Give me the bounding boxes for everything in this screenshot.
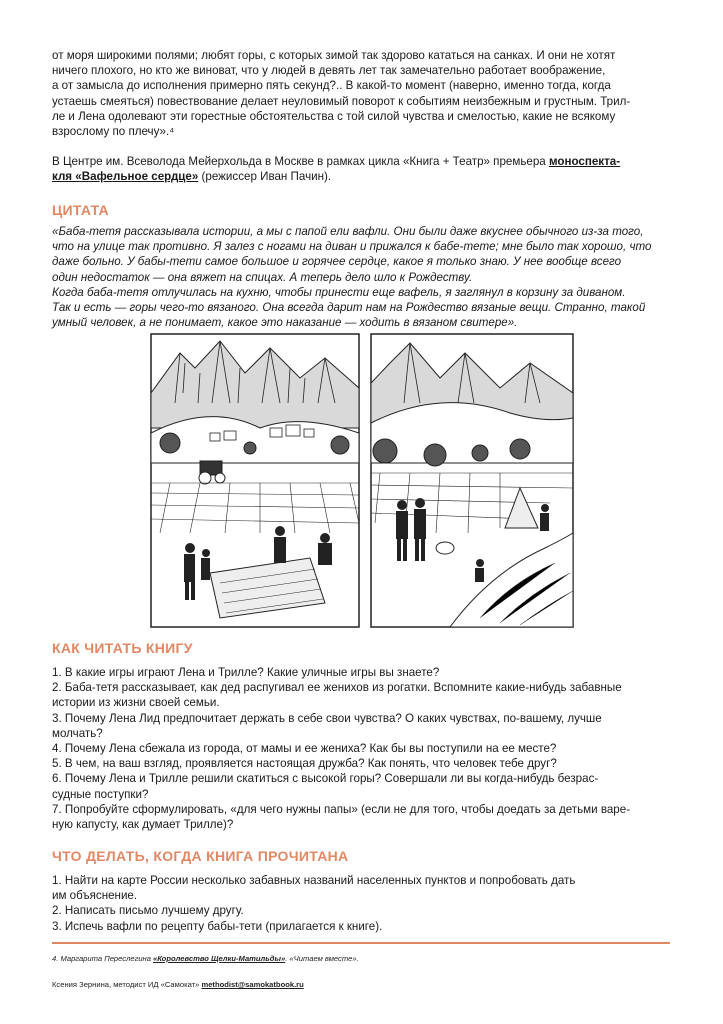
quote-line: «Баба-тетя рассказывала истории, а мы с папой ели вафли. Они были даже вкуснее обычного из-за того,	[52, 225, 644, 238]
performance-link[interactable]: моноспекта-	[548, 155, 621, 168]
list-item: истории из жизни своей семьи.	[52, 696, 220, 710]
after-reading-section	[52, 848, 678, 934]
list-item: ную капусту, как думает Трилле)?	[52, 818, 234, 832]
quote-line: умный человек, а не понимает, какое это наказание — ходить в вязаном свитере».	[52, 316, 518, 330]
list-item: 2. Написать письмо лучшему другу.	[52, 904, 244, 918]
list-item: молчать?	[52, 726, 103, 740]
quote-line: даже больно. У бабы-тети самое большое и горячее сердце, какое я только знаю. У нее вообще всего	[52, 255, 622, 269]
list-item: 1. В какие игры играют Лена и Трилле? Какие уличные игры вы знаете?	[52, 666, 440, 679]
quote-line: Так и есть — горы чего-то вязаного. Она всегда дарит нам на Рождество вязаные вещи. Странно, такой	[52, 301, 646, 315]
theatre-suffix: (режиссер Иван Пачин).	[198, 170, 332, 184]
list-item: 3. Почему Лена Лид предпочитает держать в себе свои чувства? О каких чувствах, по-вашему, лучше	[52, 711, 602, 725]
list-item: 6. Почему Лена и Трилле решили скатиться с высокой горы? Совершали ли вы когда-нибудь безрас-	[52, 772, 599, 786]
footnote-divider	[52, 942, 670, 944]
list-item: 5. В чем, на ваш взгляд, проявляется настоящая дружба? Как понять, что человек тебе друг?	[52, 757, 557, 771]
illustration-left	[150, 333, 360, 628]
intro-line: взрослому по плечу».⁴	[52, 125, 175, 139]
list-item: им объяснение.	[52, 889, 138, 903]
intro-line: ничего плохого, но кто же виноват, что у людей в девять лет так замечательно работает воображение,	[52, 64, 606, 78]
author-text: Ксения Зернина, методист ИД «Самокат»	[52, 980, 202, 989]
footnote-suffix: . «Читаем вместе».	[285, 954, 359, 963]
footnote	[52, 954, 359, 964]
list-item: 1. Найти на карте России несколько забавных названий населенных пунктов и попробовать дать	[52, 874, 576, 887]
footnote-text: 4. Маргарита Переслегина	[52, 954, 154, 963]
quote-heading: ЦИТАТА	[52, 202, 109, 218]
list-item: 3. Испечь вафли по рецепту бабы-тети (прилагается к книге).	[52, 919, 383, 933]
author-line	[52, 980, 304, 990]
theatre-text: В Центре им. Всеволода Мейерхольда в Москве в рамках цикла «Книга + Театр» премьера	[52, 155, 549, 168]
list-item: 7. Попробуйте сформулировать, «для чего нужны папы» (если не для того, чтобы доедать за детьми варе-	[52, 802, 631, 816]
footnote-link[interactable]: «Королевство Щелки-Матильды»	[153, 954, 286, 963]
quote-line: что на улице так противно. Я залез с ногами на диван и прижался к бабе-тете; мне было так хорошо, что	[52, 240, 652, 254]
list-item: 4. Почему Лена сбежала из города, от мамы и ее жениха? Как бы вы поступили на ее месте?	[52, 742, 557, 756]
intro-line: а от замысла до исполнения примерно пять секунд?.. В какой-то момент (наверно, именно тогда, когда	[52, 79, 611, 93]
after-reading-heading: ЧТО ДЕЛАТЬ, КОГДА КНИГА ПРОЧИТАНА	[52, 848, 349, 864]
illustration-right	[370, 333, 574, 628]
intro-line: ле и Лена одолевают эти горестные обстоятельства с той силой чувства и смелостью, какие не всякому	[52, 109, 616, 123]
after-reading-list	[52, 873, 678, 934]
theatre-paragraph	[52, 154, 620, 184]
quote-block	[52, 224, 651, 330]
list-item: 2. Баба-тетя рассказывает, как дед распугивал ее женихов из рогатки. Вспомните какие-нибудь забавные	[52, 681, 622, 695]
how-to-read-list	[52, 665, 678, 832]
performance-link-cont[interactable]: кля «Вафельное сердце»	[52, 170, 199, 184]
list-item: судные поступки?	[52, 787, 149, 801]
intro-line: устаешь смеяться) повествование делает неуловимый поворот к событиям неизбежным и грустным. Трил-	[52, 94, 631, 108]
how-to-read-section	[52, 640, 678, 832]
quote-line: Когда баба-тетя отлучилась на кухню, чтобы принести еще вафель, я заглянул в корзину за диваном.	[52, 285, 626, 299]
quote-line: один недостаток — она вяжет на спицах. А теперь дело шло к Рождеству.	[52, 270, 473, 284]
intro-line: от моря широкими полями; любят горы, с которых зимой так здорово кататься на санках. И они не хотят	[52, 49, 616, 62]
how-to-read-heading: КАК ЧИТАТЬ КНИГУ	[52, 640, 193, 656]
intro-paragraph	[52, 48, 630, 139]
author-email-link[interactable]: methodist@samokatbook.ru	[201, 980, 304, 989]
